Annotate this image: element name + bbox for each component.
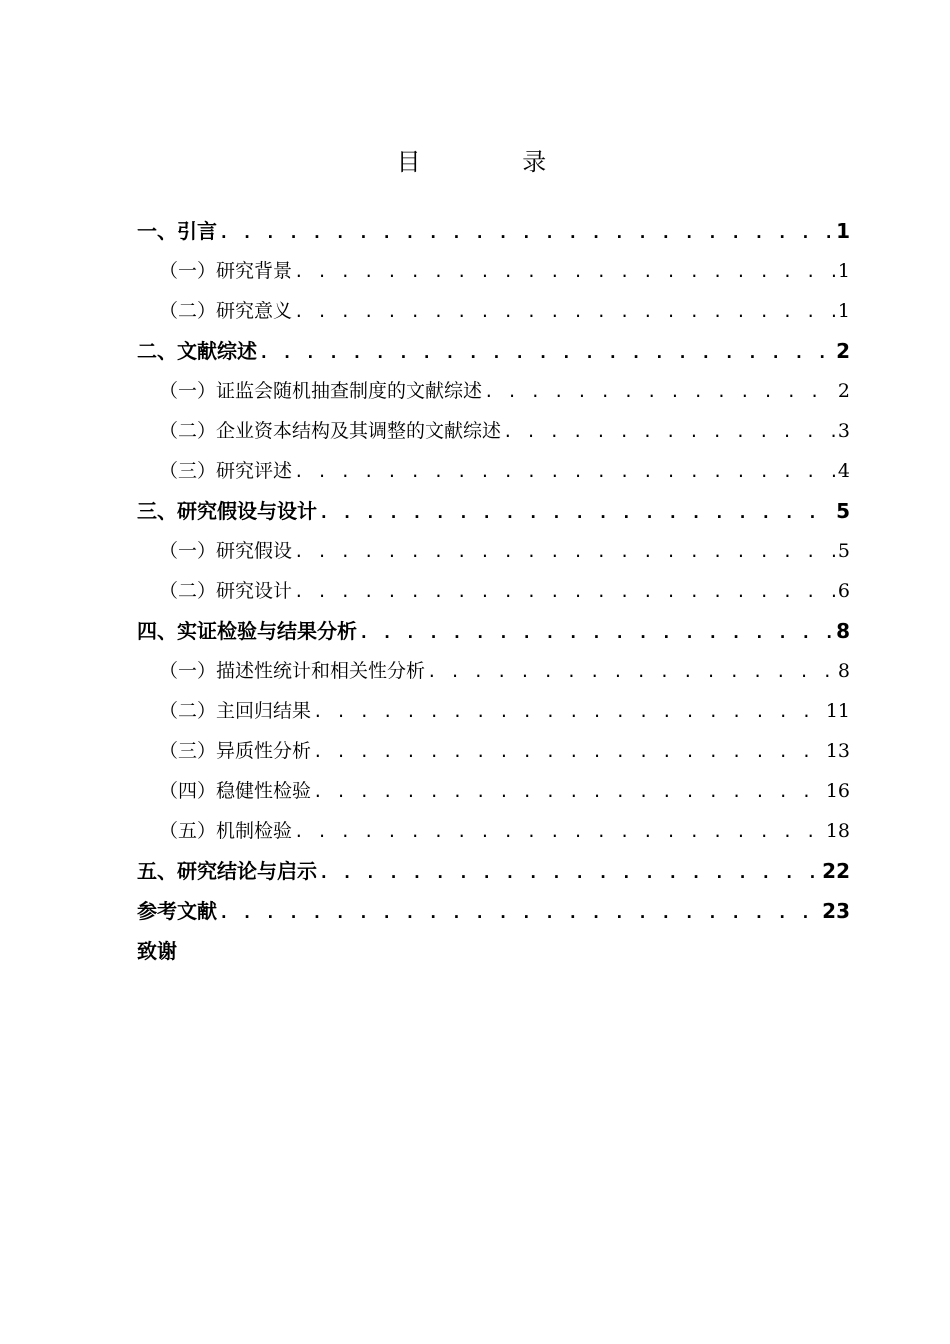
toc-page-number: 8	[837, 660, 850, 682]
toc-entry-main-regression[interactable]	[137, 691, 850, 731]
toc-entry-label: （一）描述性统计和相关性分析	[159, 660, 426, 682]
dot-leader	[319, 853, 819, 893]
dot-leader	[259, 333, 833, 373]
toc-entry-label: （二）主回归结果	[159, 700, 312, 722]
toc-page-number: 5	[836, 499, 850, 523]
toc-entry-label: （四）稳健性检验	[159, 780, 312, 802]
toc-entry-introduction[interactable]	[137, 211, 850, 251]
toc-entry-empirical-analysis[interactable]	[137, 611, 850, 651]
toc-page-number: 3	[837, 420, 850, 442]
toc-entry-research-significance[interactable]	[137, 291, 850, 331]
toc-entry-label: 一、引言	[137, 219, 217, 243]
dot-leader	[294, 532, 835, 572]
toc-entry-research-background[interactable]	[137, 251, 850, 291]
toc-title: 目 录	[396, 148, 594, 176]
toc-page-number: 5	[837, 540, 850, 562]
toc-page-number: 1	[837, 300, 850, 322]
toc-page-number: 23	[822, 899, 850, 923]
toc-entry-label: 致谢	[137, 939, 177, 963]
toc-entry-label: （二）研究意义	[159, 300, 293, 322]
toc-page-number: 13	[825, 740, 850, 762]
toc-entry-capital-structure-review[interactable]	[137, 411, 850, 451]
toc-page-number: 6	[837, 580, 850, 602]
toc-page-number: 16	[825, 780, 850, 802]
toc-entry-label: （三）研究评述	[159, 460, 293, 482]
toc-page-number: 11	[825, 700, 850, 722]
toc-entry-label: （一）研究背景	[159, 260, 293, 282]
toc-entry-label: 四、实证检验与结果分析	[137, 619, 357, 643]
toc-entry-label: （三）异质性分析	[159, 740, 312, 762]
toc-entry-robustness-test[interactable]	[137, 771, 850, 811]
toc-entry-label: （一）证监会随机抽查制度的文献综述	[159, 380, 483, 402]
table-of-contents	[137, 211, 850, 971]
dot-leader	[294, 572, 835, 612]
dot-leader	[219, 893, 819, 933]
toc-page-number: 1	[837, 260, 850, 282]
dot-leader	[313, 732, 823, 772]
toc-entry-research-hypothesis[interactable]	[137, 531, 850, 571]
toc-page-number: 18	[825, 820, 850, 842]
toc-entry-mechanism-test[interactable]	[137, 811, 850, 851]
toc-page-number: 2	[836, 339, 850, 363]
dot-leader	[359, 613, 833, 653]
dot-leader	[503, 412, 835, 452]
toc-entry-references[interactable]	[137, 891, 850, 931]
toc-entry-research-commentary[interactable]	[137, 451, 850, 491]
toc-entry-label: 三、研究假设与设计	[137, 499, 317, 523]
toc-entry-acknowledgements[interactable]	[137, 931, 850, 971]
toc-page-number: 22	[822, 859, 850, 883]
toc-entry-label: （二）企业资本结构及其调整的文献综述	[159, 420, 502, 442]
toc-page-number: 4	[837, 460, 850, 482]
dot-leader	[294, 292, 835, 332]
toc-entry-label: （五）机制检验	[159, 820, 293, 842]
toc-entry-random-inspection-review[interactable]	[137, 371, 850, 411]
toc-entry-research-design[interactable]	[137, 571, 850, 611]
dot-leader	[313, 772, 823, 812]
dot-leader	[319, 493, 833, 533]
toc-page-number: 1	[836, 219, 850, 243]
toc-entry-hypothesis-design[interactable]	[137, 491, 850, 531]
toc-entry-conclusions[interactable]	[137, 851, 850, 891]
toc-entry-label: 五、研究结论与启示	[137, 859, 317, 883]
toc-page-number: 2	[837, 380, 850, 402]
toc-entry-descriptive-statistics[interactable]	[137, 651, 850, 691]
dot-leader	[294, 812, 823, 852]
toc-page-number: 8	[836, 619, 850, 643]
dot-leader	[294, 452, 835, 492]
toc-entry-label: 二、文献综述	[137, 339, 257, 363]
toc-entry-label: （二）研究设计	[159, 580, 293, 602]
toc-entry-label: （一）研究假设	[159, 540, 293, 562]
toc-entry-label: 参考文献	[137, 899, 217, 923]
dot-leader	[313, 692, 823, 732]
dot-leader	[427, 652, 835, 692]
toc-entry-literature-review[interactable]	[137, 331, 850, 371]
dot-leader	[294, 252, 835, 292]
dot-leader	[219, 213, 833, 253]
dot-leader	[484, 372, 835, 412]
toc-entry-heterogeneity-analysis[interactable]	[137, 731, 850, 771]
